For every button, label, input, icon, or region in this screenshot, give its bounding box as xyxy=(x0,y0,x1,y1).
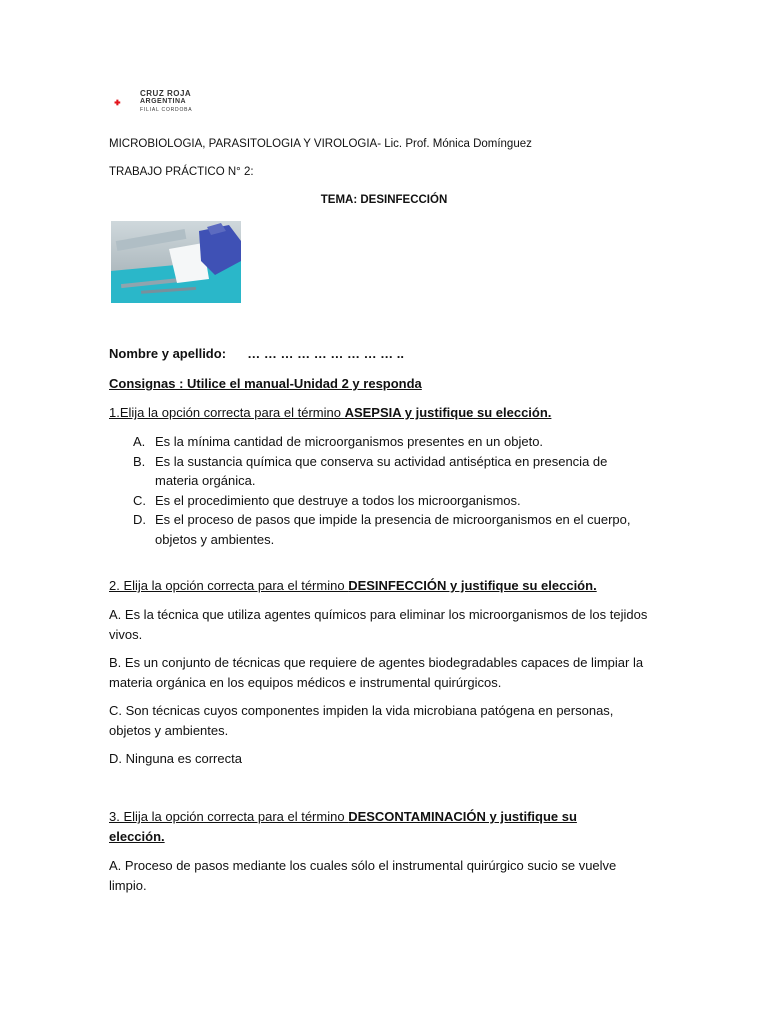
list-item: A. Es la mínima cantidad de microorganismos presentes en un objeto. xyxy=(133,434,544,449)
question-3-term: DESCONTAMINACIÓN y justifique su elección. xyxy=(109,809,577,844)
question-2-option-a: A. Es la técnica que utiliza agentes químicos para eliminar los microorganismos de los tejidos vivos. xyxy=(109,607,648,642)
list-item: B. Es la sustancia química que conserva su actividad antiséptica en presencia de materia orgánica. xyxy=(133,453,608,488)
question-3-option-a: A. Proceso de pasos mediante los cuales sólo el instrumental quirúrgico sucio se vuelve limpio. xyxy=(109,858,617,893)
name-row xyxy=(109,344,404,364)
list-item: C. Es el procedimiento que destruye a todos los microorganismos. xyxy=(133,492,521,508)
question-1 xyxy=(109,403,551,423)
question-2-option-c: C. Son técnicas cuyos componentes impiden la vida microbiana patógena en personas, objetos y ambientes. xyxy=(109,703,614,738)
logo-line-1: CRUZ ROJA xyxy=(140,89,192,98)
name-blank: … … … … … … … … … .. xyxy=(247,346,405,361)
logo-text xyxy=(140,90,192,114)
question-1-term: ASEPSIA y justifique su elección. xyxy=(344,405,552,420)
list-item: D. Es el proceso de pasos que impide la presencia de microorganismos en el cuerpo, objetos y ambientes. xyxy=(133,512,631,547)
question-3-prefix: 3. Elija la opción correcta para el término xyxy=(109,809,349,824)
question-2-prefix: 2. Elija la opción correcta para el término xyxy=(109,578,349,593)
logo-line-2: ARGENTINA xyxy=(140,98,187,105)
question-2-option-b: B. Es un conjunto de técnicas que requiere de agentes biodegradables capaces de limpiar la materia orgánica en los equipos médicos e instrumental quirúrgicos. xyxy=(109,655,644,690)
disinfection-photo xyxy=(111,221,241,303)
name-label: Nombre y apellido: xyxy=(109,346,227,361)
question-2-option-d: D. Ninguna es correcta xyxy=(109,751,242,766)
question-3 xyxy=(109,807,629,846)
question-2 xyxy=(109,576,597,596)
red-cross-logo-icon xyxy=(114,90,140,116)
question-2-term: DESINFECCIÓN y justifique su elección. xyxy=(348,578,597,593)
course-line: MICROBIOLOGIA, PARASITOLOGIA Y VIROLOGIA- Lic. Prof. Mónica Domínguez xyxy=(109,138,532,150)
logo-line-3: FILIAL CORDOBA xyxy=(140,107,193,113)
topic-title: TEMA: DESINFECCIÓN xyxy=(320,194,448,206)
instructions: Consignas : Utilice el manual-Unidad 2 y responda xyxy=(109,376,422,391)
question-1-prefix: 1.Elija la opción correcta para el término xyxy=(109,405,345,420)
practice-title: TRABAJO PRÁCTICO N° 2: xyxy=(109,166,254,178)
question-1-options xyxy=(133,432,653,549)
